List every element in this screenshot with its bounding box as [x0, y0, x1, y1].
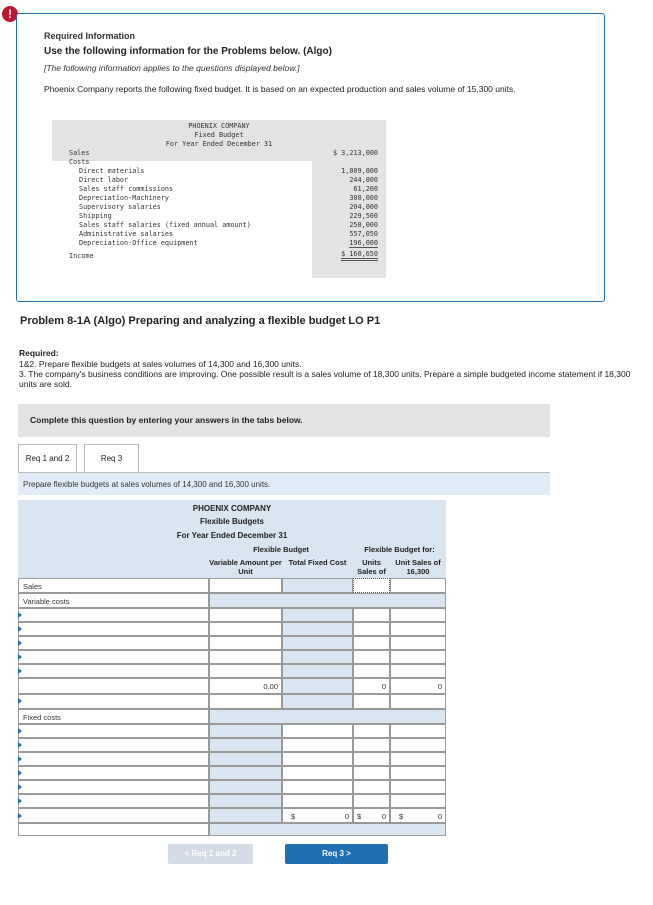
sales-label: Sales	[69, 149, 90, 157]
fixed-cost-cell	[282, 608, 353, 622]
variable-amount-input[interactable]	[209, 664, 282, 678]
fixed-cost-row[interactable]	[18, 794, 209, 808]
sales-row	[18, 578, 209, 593]
fixed-variable-cell	[209, 752, 282, 766]
fixed-budget-period: For Year Ended December 31	[165, 140, 273, 148]
fixed-16300-input[interactable]	[390, 752, 446, 766]
fixed-costs-label: Fixed costs	[23, 713, 61, 722]
col-units-16300: Unit Sales of 16,300	[395, 558, 441, 576]
contribution-row[interactable]	[18, 694, 209, 709]
fixed-16300-input[interactable]	[390, 780, 446, 794]
contribution-14300-input[interactable]	[353, 694, 390, 709]
prompt-bar	[18, 473, 550, 495]
units-14300-input[interactable]	[353, 608, 390, 622]
budget-item-label: Supervisory salaries	[79, 203, 161, 211]
budget-item-label: Direct labor	[79, 176, 129, 184]
total-fixed-16300-value: 0	[437, 812, 442, 821]
units-14300-input[interactable]	[353, 622, 390, 636]
total-fixed-14300	[353, 808, 390, 823]
variable-cost-row[interactable]	[18, 664, 209, 678]
dollar-sign: $	[291, 812, 296, 821]
income-label: Income	[69, 252, 94, 260]
prev-req-button[interactable]	[168, 844, 253, 864]
dollar-sign: $	[399, 812, 404, 821]
income-row-cells	[209, 823, 446, 836]
tab-req-3[interactable]: Req 3	[84, 444, 139, 474]
dropdown-arrow-icon[interactable]	[18, 756, 22, 762]
required-information-panel	[16, 13, 605, 302]
fixed-cost-input[interactable]	[282, 724, 353, 738]
budget-item-label: Depreciation-Office equipment	[79, 239, 198, 247]
variable-total-cell	[209, 678, 282, 694]
instructions-text: Complete this question by entering your answers in the tabs below.	[30, 415, 303, 425]
variable-total-fixed-cell	[282, 678, 353, 694]
dollar-sign: $	[357, 812, 362, 821]
units-16300-input[interactable]	[390, 636, 446, 650]
budget-item-amount: 61,200	[353, 185, 378, 193]
flexible-budget-grid	[18, 500, 446, 836]
variable-costs-label: Variable costs	[23, 597, 70, 606]
units-14300-input[interactable]	[353, 650, 390, 664]
variable-total-14300-value: 0	[381, 682, 386, 691]
fixed-budget-title: Fixed Budget	[194, 131, 244, 139]
col-total-fixed-cost: Total Fixed Cost	[288, 558, 347, 567]
tab-req-1-and-2[interactable]: Req 1 and 2	[18, 444, 77, 474]
fixed-variable-cell	[209, 738, 282, 752]
sales-16300-input[interactable]	[390, 578, 446, 593]
requirement-3: 3. The company's business conditions are improving. One possible result is a sales volume of 18,300 units. Prepare a simple budgeted income statement if 18,300 units are sold.	[19, 369, 631, 389]
prompt-text: Prepare flexible budgets at sales volumes of 14,300 and 16,300 units.	[23, 480, 271, 489]
flexible-budget-group-header: Flexible Budget	[253, 545, 309, 554]
fixed-cost-input[interactable]	[282, 794, 353, 808]
fixed-variable-cell	[209, 794, 282, 808]
dropdown-arrow-icon[interactable]	[18, 626, 22, 632]
fixed-14300-input[interactable]	[353, 766, 390, 780]
fixed-variable-cell	[209, 766, 282, 780]
fixed-14300-input[interactable]	[353, 794, 390, 808]
income-amount: $ 160,650	[341, 250, 378, 261]
fixed-budget-table	[52, 120, 386, 278]
contribution-fixed-cell	[282, 694, 353, 709]
dropdown-arrow-icon[interactable]	[18, 742, 22, 748]
fixed-16300-input[interactable]	[390, 738, 446, 752]
units-16300-input[interactable]	[390, 650, 446, 664]
flexible-budget-for-group-header: Flexible Budget for:	[364, 545, 435, 554]
fixed-cost-row[interactable]	[18, 752, 209, 766]
variable-amount-input[interactable]	[209, 622, 282, 636]
variable-total-14300	[353, 678, 390, 694]
next-req-label: Req 3	[322, 849, 344, 858]
units-16300-input[interactable]	[390, 608, 446, 622]
sales-variable-input[interactable]	[209, 578, 282, 593]
fixed-budget-company: PHOENIX COMPANY	[188, 122, 250, 130]
budget-item-label: Depreciation-Machinery	[79, 194, 170, 202]
variable-total-16300-value: 0	[437, 682, 442, 691]
sales-14300-input[interactable]	[353, 578, 390, 593]
budget-item-label: Sales staff salaries (fixed annual amount)	[79, 221, 251, 229]
budget-item-amount: 196,000	[349, 239, 378, 247]
fixed-14300-input[interactable]	[353, 752, 390, 766]
budget-item-amount: 204,000	[349, 203, 378, 211]
chevron-right-icon: >	[346, 849, 351, 858]
info-heading: Use the following information for the Problems below. (Algo)	[44, 46, 332, 57]
units-14300-input[interactable]	[353, 636, 390, 650]
fixed-16300-input[interactable]	[390, 766, 446, 780]
variable-total-row	[18, 678, 209, 694]
budget-item-label: Shipping	[79, 212, 112, 220]
variable-costs-header-row	[18, 593, 209, 608]
sales-row-label: Sales	[23, 582, 42, 591]
dropdown-arrow-icon[interactable]	[18, 798, 22, 804]
instructions-bar	[18, 404, 550, 437]
info-note: [The following information applies to the questions displayed below.]	[44, 63, 300, 73]
total-fixed-row[interactable]	[18, 808, 209, 823]
fixed-cost-row[interactable]	[18, 738, 209, 752]
dropdown-arrow-icon[interactable]	[18, 728, 22, 734]
budget-item-amount: 229,500	[349, 212, 378, 220]
fixed-16300-input[interactable]	[390, 794, 446, 808]
requirement-1-2: 1&2. Prepare flexible budgets at sales volumes of 14,300 and 16,300 units.	[19, 359, 302, 369]
variable-amount-input[interactable]	[209, 650, 282, 664]
budget-item-label: Administrative salaries	[79, 230, 174, 238]
units-16300-input[interactable]	[390, 664, 446, 678]
variable-total-16300	[390, 678, 446, 694]
fixed-14300-input[interactable]	[353, 780, 390, 794]
dropdown-arrow-icon[interactable]	[18, 654, 22, 660]
info-title: Required Information	[44, 31, 136, 41]
flex-company: PHOENIX COMPANY	[192, 504, 272, 513]
units-16300-input[interactable]	[390, 622, 446, 636]
contribution-16300-input[interactable]	[390, 694, 446, 709]
fixed-costs-header-row	[18, 709, 209, 724]
fixed-costs-header-cells	[209, 709, 446, 724]
budget-item-amount: 300,000	[349, 194, 378, 202]
fixed-14300-input[interactable]	[353, 724, 390, 738]
fixed-cost-input[interactable]	[282, 780, 353, 794]
variable-costs-header-cells	[209, 593, 446, 608]
dropdown-arrow-icon[interactable]	[18, 784, 22, 790]
budget-item-amount: 244,800	[349, 176, 378, 184]
fixed-16300-input[interactable]	[390, 724, 446, 738]
costs-label: Costs	[69, 158, 90, 166]
budget-item-amount: 557,050	[349, 230, 378, 238]
total-fixed-14300-value: 0	[381, 812, 386, 821]
fixed-cost-input[interactable]	[282, 766, 353, 780]
required-label: Required:	[19, 348, 59, 358]
units-14300-input[interactable]	[353, 664, 390, 678]
total-fixed-value: 0	[344, 812, 349, 821]
dropdown-arrow-icon[interactable]	[18, 612, 22, 618]
fixed-cost-cell	[282, 636, 353, 650]
dropdown-arrow-icon[interactable]	[18, 698, 22, 704]
fixed-cost-input[interactable]	[282, 738, 353, 752]
budget-item-amount: 1,009,800	[341, 167, 378, 175]
contribution-variable-input[interactable]	[209, 694, 282, 709]
flex-period: For Year Ended December 31	[176, 531, 288, 540]
fixed-cost-row[interactable]	[18, 766, 209, 780]
fixed-cost-cell	[282, 622, 353, 636]
info-description: Phoenix Company reports the following fixed budget. It is based on an expected production and sales volume of 15,300 units.	[44, 84, 516, 94]
requirements-text	[19, 359, 634, 389]
variable-amount-input[interactable]	[209, 636, 282, 650]
variable-amount-input[interactable]	[209, 608, 282, 622]
fixed-cost-row[interactable]	[18, 780, 209, 794]
fixed-variable-cell	[209, 724, 282, 738]
fixed-cost-input[interactable]	[282, 752, 353, 766]
variable-cost-row[interactable]	[18, 650, 209, 664]
variable-cost-row[interactable]	[18, 636, 209, 650]
flex-title: Flexible Budgets	[199, 517, 264, 526]
sales-fixed-cell	[282, 578, 353, 593]
total-fixed-cell	[282, 808, 353, 823]
budget-item-label: Direct materials	[79, 167, 145, 175]
fixed-cost-cell	[282, 664, 353, 678]
fixed-variable-cell	[209, 780, 282, 794]
fixed-cost-row[interactable]	[18, 724, 209, 738]
fixed-14300-input[interactable]	[353, 738, 390, 752]
chevron-left-icon: <	[184, 849, 190, 858]
fixed-cost-cell	[282, 650, 353, 664]
variable-cost-row[interactable]	[18, 608, 209, 622]
budget-item-label: Sales staff commissions	[79, 185, 174, 193]
prev-req-label: Req 1 and 2	[191, 849, 237, 858]
dropdown-arrow-icon[interactable]	[18, 770, 22, 776]
total-fixed-16300	[390, 808, 446, 823]
budget-item-amount: 250,000	[349, 221, 378, 229]
total-fixed-variable-cell	[209, 808, 282, 823]
income-row[interactable]	[18, 823, 209, 836]
variable-total-value: 0.00	[263, 682, 278, 691]
sales-amount: $ 3,213,000	[332, 149, 378, 157]
problem-title: Problem 8-1A (Algo) Preparing and analyzing a flexible budget LO P1	[20, 315, 381, 327]
alert-icon: !	[2, 6, 18, 22]
next-req-button[interactable]	[285, 844, 388, 864]
col-variable-amount: Variable Amount per Unit	[209, 558, 282, 576]
dropdown-arrow-icon[interactable]	[18, 813, 22, 819]
col-units-14300: Units Sales of	[357, 558, 386, 576]
dropdown-arrow-icon[interactable]	[18, 668, 22, 674]
variable-cost-row[interactable]	[18, 622, 209, 636]
dropdown-arrow-icon[interactable]	[18, 640, 22, 646]
